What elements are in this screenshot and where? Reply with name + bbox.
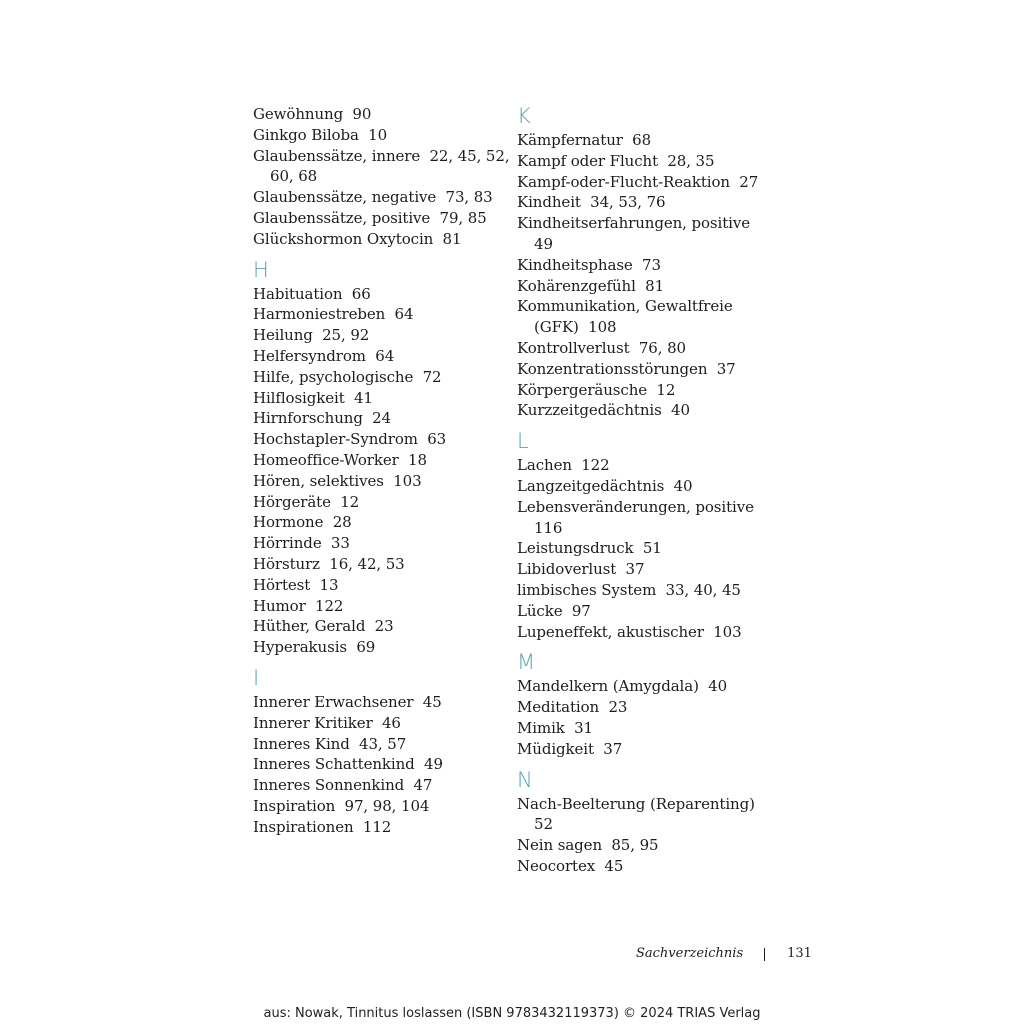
index-entry: Harmoniestreben 64 [253,305,414,324]
index-entry: Hyperakusis 69 [253,638,376,657]
index-letter-heading: K [517,104,531,128]
index-entry: Hirnforschung 24 [253,409,392,428]
index-entry: Glückshormon Oxytocin 81 [253,229,462,248]
index-entry: Lücke 97 [517,601,591,620]
index-entry: Kohärenzgefühl 81 [517,276,665,295]
index-entry: Libidoverlust 37 [517,560,645,579]
index-entry: Homeoffice-Worker 18 [253,450,427,469]
index-entry: Mandelkern (Amygdala) 40 [517,677,728,696]
index-letter-heading: L [517,429,529,454]
index-entry: Kindheitserfahrungen, positive [517,214,751,233]
index-entry: Habituation 66 [253,284,371,303]
index-entry-continuation: 49 [534,234,553,253]
index-entry: Hörsturz 16, 42, 53 [253,554,405,573]
index-entry: Inspiration 97, 98, 104 [253,796,430,815]
index-entry: Nach-Beelterung (Reparenting) [517,794,755,813]
index-entry: Meditation 23 [517,698,628,717]
index-entry: Konzentrationsstörungen 37 [517,359,736,378]
index-entry: Lupeneffekt, akustischer 103 [517,622,742,641]
index-entry: Hochstapler-Syndrom 63 [253,430,447,449]
index-column-right [517,104,777,877]
index-letter-heading: M [517,650,536,675]
index-entry: Helfersyndrom 64 [253,346,395,365]
source-credit: aus: Nowak, Tinnitus loslassen (ISBN 9783432119373) © 2024 TRIAS Verlag [263,1006,761,1021]
index-entry: Kindheit 34, 53, 76 [517,193,666,212]
index-letter-heading: I [253,665,260,690]
index-entry-continuation: (GFK) 108 [534,318,617,337]
index-entry: Kampf-oder-Flucht-Reaktion 27 [517,172,759,191]
index-column-left [253,104,510,838]
index-entry: Neocortex 45 [517,856,624,875]
index-entry: Hören, selektives 103 [253,471,422,490]
index-entry: Hörrinde 33 [253,534,350,553]
index-entry: Kindheitsphase 73 [517,255,661,274]
index-entry: Mimik 31 [517,718,593,737]
index-entry: Innerer Kritiker 46 [253,713,401,732]
index-entry: Hörgeräte 12 [253,492,360,511]
index-entry: Nein sagen 85, 95 [517,836,659,855]
index-entry: Glaubenssätze, negative 73, 83 [253,188,493,207]
index-letter-heading: N [517,767,533,792]
index-entry: limbisches System 33, 40, 45 [517,580,741,599]
index-entry: Innerer Erwachsener 45 [253,692,442,711]
index-entry: Kurzzeitgedächtnis 40 [517,401,690,420]
index-entry: Hüther, Gerald 23 [253,617,394,636]
index-entry: Hörtest 13 [253,575,339,594]
index-entry: Inneres Sonnenkind 47 [253,776,433,795]
index-entry: Müdigkeit 37 [517,739,623,758]
index-entry: Inneres Schattenkind 49 [253,755,443,774]
index-entry: Kampf oder Flucht 28, 35 [517,151,715,170]
index-entry: Glaubenssätze, innere 22, 45, 52, [253,146,510,165]
index-letter-heading: H [253,257,269,282]
index-entry: Hilflosigkeit 41 [253,388,373,407]
index-entry: Humor 122 [253,596,344,615]
section-title: Sachverzeichnis [636,946,744,961]
index-entry: Gewöhnung 90 [253,105,372,123]
index-entry: Inneres Kind 43, 57 [253,734,407,753]
index-entry-continuation: 52 [534,815,553,834]
index-entry: Kommunikation, Gewaltfreie [517,297,733,316]
index-entry: Kämpfernatur 68 [517,131,652,149]
index-entry: Heilung 25, 92 [253,326,370,345]
index-entry: Kontrollverlust 76, 80 [517,338,686,357]
index-entry: Ginkgo Biloba 10 [253,125,388,144]
index-entry: Glaubenssätze, positive 79, 85 [253,208,487,227]
index-entry: Lachen 122 [517,456,610,475]
index-entry: Hormone 28 [253,513,352,532]
footer-divider [764,948,765,961]
index-entry: Hilfe, psychologische 72 [253,367,442,386]
index-entry: Langzeitgedächtnis 40 [517,476,693,495]
index-entry: Inspirationen 112 [253,817,392,836]
index-entry: Lebensveränderungen, positive [517,497,754,516]
index-entry-continuation: 60, 68 [270,167,318,186]
index-entry-continuation: 116 [534,518,563,537]
page-footer [636,944,812,964]
index-entry: Körpergeräusche 12 [517,380,676,399]
index-entry: Leistungsdruck 51 [517,539,662,558]
page-number: 131 [787,946,812,961]
